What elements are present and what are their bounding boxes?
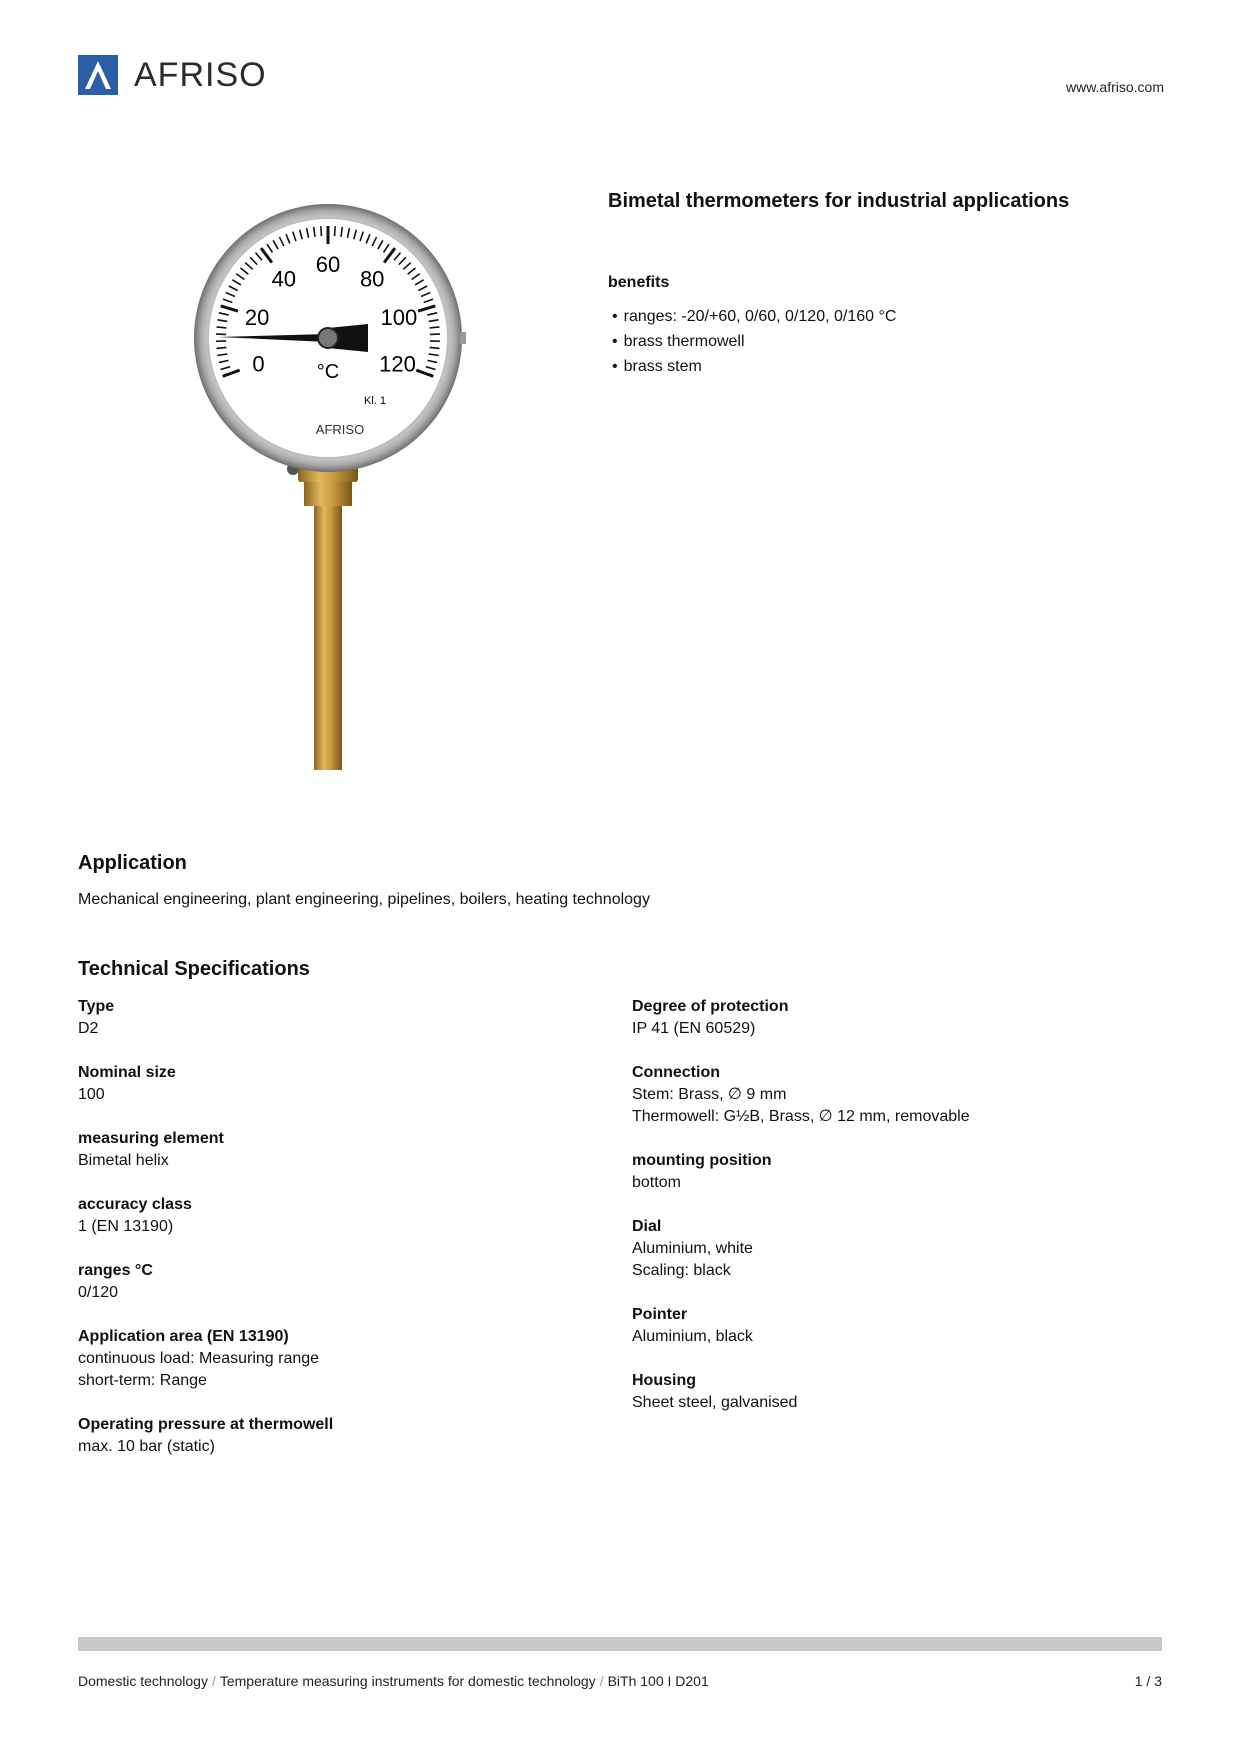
spec-item [78,1128,578,1172]
spec-label: accuracy class [78,1196,192,1213]
scale-label: 20 [244,304,270,330]
spec-item [632,1304,1132,1348]
breadcrumb-separator: / [599,1673,604,1689]
specs-left-column [78,996,578,1480]
spec-item [78,1326,578,1392]
breadcrumb-item: BiTh 100 I D201 [607,1673,709,1689]
spec-item [78,996,578,1040]
scale-tick [321,226,322,236]
spec-item [78,1260,578,1304]
spec-value: 100 [78,1086,105,1103]
scale-tick [217,327,227,328]
spec-value: Aluminium, black [632,1328,753,1345]
scale-tick [216,347,226,348]
benefit-item: • brass stem [612,354,896,379]
afriso-logo-icon [78,55,118,95]
spec-value: max. 10 bar (static) [78,1438,215,1455]
spec-value: Aluminium, white Scaling: black [632,1240,753,1279]
spec-value: D2 [78,1020,99,1037]
specs-title: Technical Specifications [78,958,310,980]
spec-item [78,1414,578,1458]
breadcrumb-separator: / [211,1673,216,1689]
spec-item [632,1150,1132,1194]
application-title: Application [78,852,187,874]
spec-value: bottom [632,1174,681,1191]
spec-item [632,996,1132,1040]
specs-right-column [632,996,1132,1436]
scale-label: 40 [271,266,297,292]
spec-value: 0/120 [78,1284,119,1301]
spec-value: Stem: Brass, ∅ 9 mm Thermowell: G½B, Brass, ∅ 12 mm, removable [632,1086,970,1125]
spec-label: Operating pressure at thermowell [78,1416,334,1433]
spec-value: Bimetal helix [78,1152,169,1169]
spec-label: Nominal size [78,1064,176,1081]
footer-breadcrumb [78,1673,709,1689]
dial-brand: AFRISO [315,422,365,437]
brand-name: AFRISO [134,55,267,94]
unit-label: °C [316,361,340,383]
spec-item [78,1194,578,1238]
scale-label: 100 [380,304,418,330]
spec-value: IP 41 (EN 60529) [632,1020,756,1037]
scale-tick [430,327,440,328]
scale-label: 60 [315,252,341,277]
benefits-list [612,304,896,379]
scale-label: 0 [252,351,265,377]
spec-label: measuring element [78,1130,224,1147]
class-label: Kl. 1 [363,395,387,407]
application-text: Mechanical engineering, plant engineering, pipelines, boilers, heating technology [78,891,650,908]
benefit-item: • ranges: -20/+60, 0/60, 0/120, 0/160 °C [612,304,896,329]
benefits-title: benefits [608,274,670,291]
product-headline: Bimetal thermometers for industrial applications [608,190,1070,212]
benefit-item: • brass thermowell [612,329,896,354]
spec-label: Housing [632,1372,696,1389]
breadcrumb-item: Temperature measuring instruments for domestic technology [219,1673,596,1689]
spec-item [632,1370,1132,1414]
thermometer-image [190,200,480,780]
spec-label: Dial [632,1218,662,1235]
scale-tick [430,347,440,348]
spec-label: ranges °C [78,1262,153,1279]
website-link[interactable]: www.afriso.com [1065,79,1164,95]
spec-label: mounting position [632,1152,772,1169]
spec-value: Sheet steel, galvanised [632,1394,798,1411]
spec-label: Connection [632,1064,720,1081]
spec-label: Degree of protection [632,998,789,1015]
spec-item [632,1216,1132,1282]
scale-label: 120 [379,351,416,377]
footer-bar [78,1637,1162,1651]
scale-tick [335,226,336,236]
page-number: 1 / 3 [1134,1673,1162,1689]
scale-label: 80 [359,266,385,292]
spec-label: Type [78,998,115,1015]
spec-value: continuous load: Measuring range short-term: Range [78,1350,320,1389]
spec-label: Application area (EN 13190) [78,1328,289,1345]
spec-item [632,1062,1132,1128]
spec-item [78,1062,578,1106]
brand-logo [78,54,267,96]
breadcrumb-item: Domestic technology [78,1673,208,1689]
spec-label: Pointer [632,1306,688,1323]
spec-value: 1 (EN 13190) [78,1218,174,1235]
